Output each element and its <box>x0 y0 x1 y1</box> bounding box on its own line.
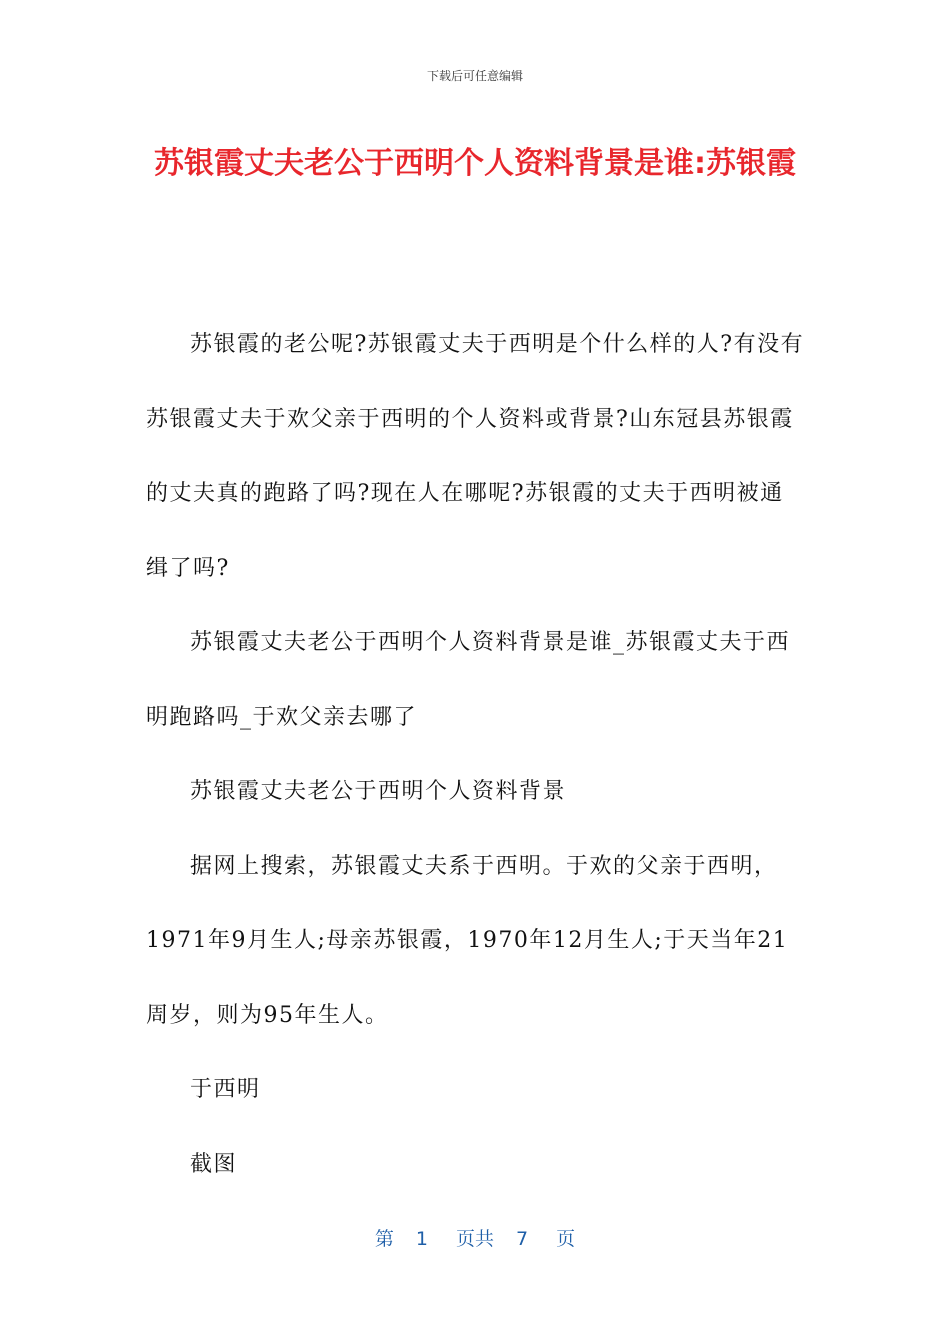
paragraph-details: 据网上搜索，苏银霞丈夫系于西明。于欢的父亲于西明，1971年9月生人;母亲苏银霞，1970年12月生人;于天当年21周岁，则为95年生人。 <box>146 853 789 1028</box>
footer-current-page: 1 <box>415 1228 428 1250</box>
footer-prefix: 第 <box>374 1228 394 1250</box>
header-note: 下载后可任意编辑 <box>426 69 523 83</box>
footer-suffix: 页 <box>556 1228 576 1250</box>
paragraph-name: 于西明 <box>190 1077 261 1102</box>
document-body <box>146 308 806 1202</box>
page-footer <box>0 1224 950 1251</box>
paragraph-subtitle: 苏银霞丈夫老公于西明个人资料背景是谁_苏银霞丈夫于西明跑路吗_于欢父亲去哪了 <box>146 630 791 730</box>
paragraph-screenshot-label: 截图 <box>190 1151 238 1177</box>
footer-mid: 页共 <box>455 1228 494 1250</box>
footer-total-pages: 7 <box>516 1228 529 1250</box>
paragraph-intro: 苏银霞的老公呢?苏银霞丈夫于西明是个什么样的人?有没有苏银霞丈夫于欢父亲于西明的个人资料或背景?山东冠县苏银霞的丈夫真的跑路了吗?现在人在哪呢?苏银霞的丈夫于西明被通缉了吗? <box>146 332 805 581</box>
page-title: 苏银霞丈夫老公于西明个人资料背景是谁:苏银霞 <box>154 146 796 181</box>
paragraph-heading: 苏银霞丈夫老公于西明个人资料背景 <box>190 779 567 804</box>
